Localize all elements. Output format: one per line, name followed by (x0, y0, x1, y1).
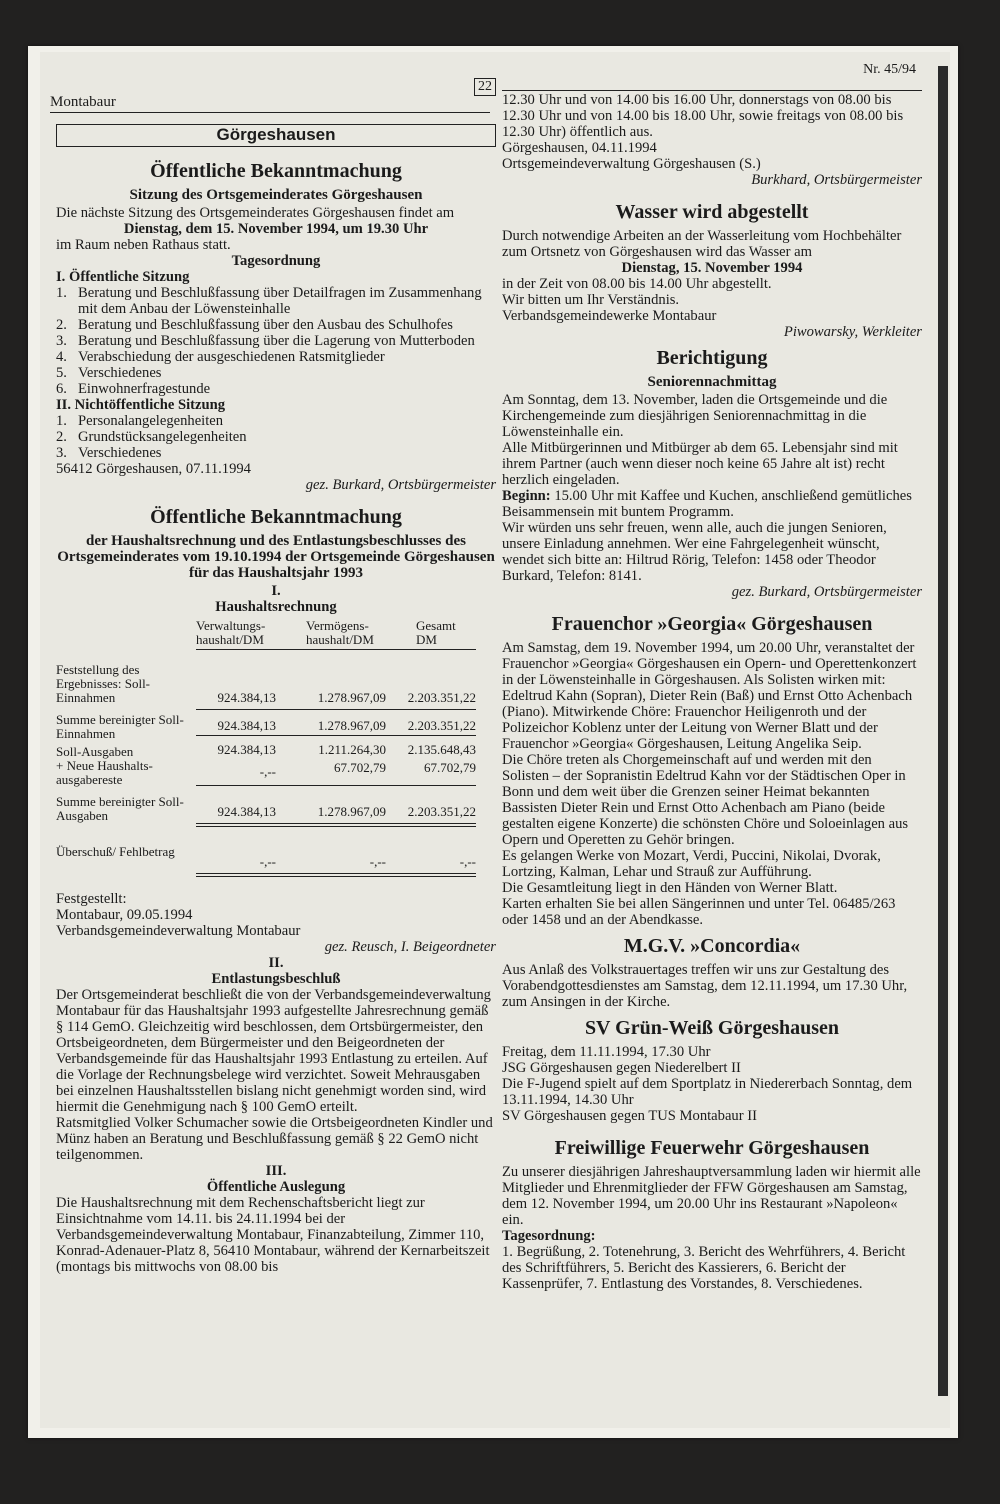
sv-line2: JSG Görgeshausen gegen Niederelbert II (502, 1060, 741, 1076)
list-item: 5. Verschiedenes (56, 365, 162, 381)
row-label: Summe bereinigter Soll-Einnahmen (56, 712, 184, 741)
mgv-title: M.G.V. »Concordia« (623, 935, 801, 957)
water-title: Wasser wird abgestellt (615, 201, 809, 223)
list-item: 3. Verschiedenes (56, 445, 162, 461)
choir-title: Frauenchor »Georgia« Görgeshausen (551, 613, 873, 635)
table-rule (196, 709, 476, 710)
table-cell: 924.384,13 (217, 690, 276, 705)
list-item: 2. Grundstücksangelegenheiten (56, 429, 247, 445)
fire-agenda-title: Tagesordnung: (502, 1228, 596, 1244)
water-thanks: Wir bitten um Ihr Verständnis. (502, 292, 680, 308)
fire-text: Zu unserer diesjährigen Jahreshauptversammlung laden wir hiermit alle Mitglieder und Ehrenmitglieder der FFW Görgeshausen am Samstag, dem 12. November 1994, um 20.00 Uhr ins Restaurant »Napoleon« ein. (502, 1164, 921, 1228)
budget-table (56, 619, 476, 843)
part1-number: I. (271, 583, 281, 599)
header-rule-right (502, 90, 922, 91)
agenda-title: Tagesordnung (231, 253, 321, 269)
public-agenda-list (56, 285, 496, 397)
table-cell: -,-- (259, 854, 276, 869)
table-rule (196, 826, 476, 827)
row-label: Summe bereinigter Soll-Ausgaben (56, 794, 184, 823)
notice2-subtitle: der Haushaltsrechnung und des Entlastungsbeschlusses des Ortsgemeinderates vom 19.10.1994 der Ortsgemeinde Görgeshausen für das Haushaltsjahr 1993 (57, 533, 495, 581)
page-number: 22 (474, 78, 496, 96)
table-rule (196, 785, 476, 786)
fire-agenda-text: 1. Begrüßung, 2. Totenehrung, 3. Bericht des Wehrführers, 4. Bericht des Schriftführers, 5. Bericht des Kassierers, 6. Bericht der Kassenprüfer, 7. Entlastung des Vorstandes, 8. Verschiedenes. (502, 1244, 906, 1292)
table-cell: -,-- (369, 854, 386, 869)
water-text: Durch notwendige Arbeiten an der Wasserleitung vom Hochbehälter zum Ortsnetz von Görgeshausen wird das Wasser am (502, 228, 902, 260)
table-rule (196, 649, 476, 650)
table-cell: 924.384,13 (217, 718, 276, 733)
table-cell: 2.135.648,43 (407, 742, 476, 757)
notice2-title: Öffentliche Bekanntmachung (150, 506, 402, 528)
list-item: 3. Beratung und Beschlußfassung über die Lagerung von Mutterboden (56, 333, 475, 349)
fire-title: Freiwillige Feuerwehr Görgeshausen (554, 1137, 870, 1159)
section-title: Görgeshausen (56, 124, 496, 147)
table-cell: 1.278.967,09 (317, 718, 386, 733)
established-signature: gez. Reusch, I. Beigeordneter (324, 939, 496, 955)
header-place: Montabaur (50, 94, 116, 110)
sv-line1: Freitag, dem 11.11.1994, 17.30 Uhr (502, 1044, 711, 1060)
table-cell: 1.278.967,09 (317, 804, 386, 819)
continuation-text: 12.30 Uhr und von 14.00 bis 16.00 Uhr, donnerstags von 08.00 bis 12.30 Uhr und von 14.00 bis 18.00 Uhr, sowie freitags von 08.00 bis 12.30 Uhr) öffentlich aus. (502, 92, 904, 140)
table-header-col3: Gesamt DM (416, 618, 456, 647)
public-session-title: I. Öffentliche Sitzung (56, 269, 190, 285)
correction-subtitle: Seniorennachmittag (647, 374, 777, 390)
correction-title: Berichtigung (656, 347, 768, 369)
budget-table-result (56, 845, 476, 885)
row-label: Feststellung des Ergebnisses: Soll-Einnahmen (56, 662, 151, 705)
choir-text3: Es gelangen Werke von Mozart, Verdi, Puccini, Nikolai, Dvorak, Lortzing, Kalman, Lehar und Strauß zur Aufführung. (502, 848, 881, 880)
table-cell: 1.211.264,30 (318, 742, 386, 757)
part2-number: II. (268, 955, 284, 971)
sv-line4: SV Görgeshausen gegen TUS Montabaur II (502, 1108, 757, 1124)
left-column (56, 118, 496, 1275)
choir-text5: Karten erhalten Sie bei allen Sängerinnen und unter Tel. 06485/263 oder 1458 und an der Abendkasse. (502, 896, 896, 928)
water-time: in der Zeit von 08.00 bis 14.00 Uhr abgestellt. (502, 276, 772, 292)
part2-text: Der Ortsgemeinderat beschließt die von der Verbandsgemeindeverwaltung Montabaur für das Haushaltsjahr 1993 aufgestellte Jahresrechnung gemäß § 114 GemO. Gleichzeitig wird beschlossen, dem Ortsbürgermeister, den Ortsbeigeordneten, dem Bürgermeister und den Beigeordneten der Verbandsgemeinde für das Haushaltsjahr 1993 Entlastung zu erteilen. Auf die Vorlage der Rechnungsbelege wird verzichtet. Soweit Mehrausgaben bei einzelnen Haushaltsstellen bislang nicht genehmigt worden sind, wird hiermit die Genehmigung nach § 100 GemO erteilt. (56, 987, 491, 1115)
choir-text2: Die Chöre treten als Chorgemeinschaft auf und werden mit den Solisten – der Sopranistin Edeltrud Kahn vor der Städtischen Oper in Bonn und dem weit über die Grenzen seiner Heimat bekannten Bassisten Dieter Rein und Ernst Otto Achenbach am Piano (beide gestalten eigene Konzerte) die schönsten Chöre und Soloeinlagen aus Opern und Operetten zu Gehör bringen. (502, 752, 909, 848)
table-cell: 2.203.351,22 (407, 804, 476, 819)
row-label: Soll-Ausgaben (56, 744, 134, 759)
list-item: 4. Verabschiedung der ausgeschiedenen Ratsmitglieder (56, 349, 385, 365)
correction-begin: Beginn: 15.00 Uhr mit Kaffee und Kuchen, anschließend gemütliches Beisammensein mit buntem Programm. (502, 488, 912, 520)
newspaper-page (50, 62, 938, 1392)
part3-number: III. (265, 1163, 287, 1179)
notice1-intro: Die nächste Sitzung des Ortsgemeinderates Görgeshausen findet am (56, 205, 455, 221)
mgv-text: Aus Anlaß des Volkstrauertages treffen wir uns zur Gestaltung des Vorabendgottesdienstes am Samstag, dem 12.11.1994, um 17.30 Uhr, zum Ansingen in der Kirche. (502, 962, 908, 1010)
notice1-subtitle: Sitzung des Ortsgemeinderates Görgeshausen (129, 187, 423, 203)
list-item: 1. Personalangelegenheiten (56, 413, 224, 429)
part2-title: Entlastungsbeschluß (211, 971, 341, 987)
table-cell: -,-- (259, 764, 276, 779)
table-rule (196, 735, 476, 736)
list-item: 1. Beratung und Beschlußfassung über Detailfragen im Zusammenhang mit dem Anbau der Löwensteinhalle (56, 285, 482, 317)
part3-text: Die Haushaltsrechnung mit dem Rechenschaftsbericht liegt zur Einsichtnahme vom 14.11. bis 24.11.1994 bei der Verbandsgemeindeverwaltung Montabaur, Finanzabteilung, Zimmer 110, Konrad-Adenauer-Platz 8, 56410 Montabaur, während der Kernarbeitszeit (montags bis mittwochs von 08.00 bis (56, 1195, 490, 1275)
correction-text2: Alle Mitbürgerinnen und Mitbürger ab dem 65. Lebensjahr sind mit ihrem Partner (auch wenn dieser noch keine 65 Jahre alt ist) recht herzlich eingeladen. (502, 440, 898, 488)
water-signature: Piwowarsky, Werkleiter (783, 324, 922, 340)
table-cell: 2.203.351,22 (407, 690, 476, 705)
table-header-col1: Verwaltungs-haushalt/DM (196, 618, 266, 647)
part3-title: Öffentliche Auslegung (206, 1179, 346, 1195)
notice1-date: Dienstag, dem 15. November 1994, um 19.30 Uhr (123, 221, 429, 237)
page-edge-bar (938, 66, 948, 1396)
table-cell: 67.702,79 (424, 760, 476, 775)
private-agenda-list (56, 413, 496, 461)
sv-line3: Die F-Jugend spielt auf dem Sportplatz in Niedererbach Sonntag, dem 13.11.1994, 14.30 Uhr (502, 1076, 913, 1108)
established-admin: Verbandsgemeindeverwaltung Montabaur (56, 923, 301, 939)
correction-text3: Wir würden uns sehr freuen, wenn alle, auch die jungen Senioren, unsere Einladung annehmen. Wer eine Fahrgelegenheit wünscht, wendet sich bitte an: Hiltrud Rörig, Telefon: 1458 oder Theodor Burkard, Telefon: 8141. (502, 520, 887, 584)
private-session-title: II. Nichtöffentliche Sitzung (56, 397, 226, 413)
established-label: Festgestellt: (56, 891, 127, 907)
part1-title: Haushaltsrechnung (215, 599, 337, 615)
continuation-place: Görgeshausen, 04.11.1994 (502, 140, 657, 156)
table-cell: 924.384,13 (217, 742, 276, 757)
water-org: Verbandsgemeindewerke Montabaur (502, 308, 717, 324)
table-rule (196, 823, 476, 824)
correction-signature: gez. Burkard, Ortsbürgermeister (731, 584, 922, 600)
part2-text2: Ratsmitglied Volker Schumacher sowie die Ortsbeigeordneten Kindler und Münz haben an Beratung und Beschlußfassung gemäß § 22 GemO nicht teilgenommen. (56, 1115, 493, 1163)
choir-text1: Am Samstag, dem 19. November 1994, um 20.00 Uhr, veranstaltet der Frauenchor »Georgia« Görgeshausen ein Opern- und Operettenkonzert in der Löwensteinhalle in Görgeshausen. Als Solisten wirken mit: Edeltrud Kahn (Sopran), Dieter Rein (Baß) und Ernst Otto Achenbach (Piano). Mitwirkende Chöre: Frauenchor Heiligenroth und der Polizeichor Koblenz unter der Leitung von Werner Blatt und der Frauenchor »Georgia« Görgeshausen, Leitung Angelika Seip. (502, 640, 917, 752)
issue-number: Nr. 45/94 (863, 62, 916, 77)
table-rule (196, 873, 476, 874)
row-label: Überschuß/ Fehlbetrag (56, 844, 175, 859)
continuation-signature: Burkhard, Ortsbürgermeister (751, 172, 922, 188)
table-cell: 67.702,79 (334, 760, 386, 775)
table-header-col2: Vermögens-haushalt/DM (306, 618, 374, 647)
correction-text1: Am Sonntag, dem 13. November, laden die Ortsgemeinde und die Kirchengemeinde zum diesjährigen Seniorennachmittag in die Löwensteinhalle ein. (502, 392, 888, 440)
table-cell: 2.203.351,22 (407, 718, 476, 733)
table-cell: 1.278.967,09 (317, 690, 386, 705)
table-rule (196, 876, 476, 877)
header-rule-left (50, 112, 490, 113)
choir-text4: Die Gesamtleitung liegt in den Händen von Werner Blatt. (502, 880, 838, 896)
sv-title: SV Grün-Weiß Görgeshausen (584, 1017, 840, 1039)
water-date: Dienstag, 15. November 1994 (621, 260, 803, 276)
notice1-title: Öffentliche Bekanntmachung (150, 160, 402, 182)
established-place: Montabaur, 09.05.1994 (56, 907, 193, 923)
row-label: + Neue Haushalts-ausgabereste (56, 758, 153, 787)
notice1-place-date: 56412 Görgeshausen, 07.11.1994 (56, 461, 251, 477)
notice1-location: im Raum neben Rathaus statt. (56, 237, 231, 253)
list-item: 2. Beratung und Beschlußfassung über den Ausbau des Schulhofes (56, 317, 453, 333)
table-cell: 924.384,13 (217, 804, 276, 819)
table-cell: -,-- (459, 854, 476, 869)
continuation-admin: Ortsgemeindeverwaltung Görgeshausen (S.) (502, 156, 761, 172)
list-item: 6. Einwohnerfragestunde (56, 381, 211, 397)
notice1-signature: gez. Burkard, Ortsbürgermeister (305, 477, 496, 493)
right-column (502, 92, 922, 1292)
